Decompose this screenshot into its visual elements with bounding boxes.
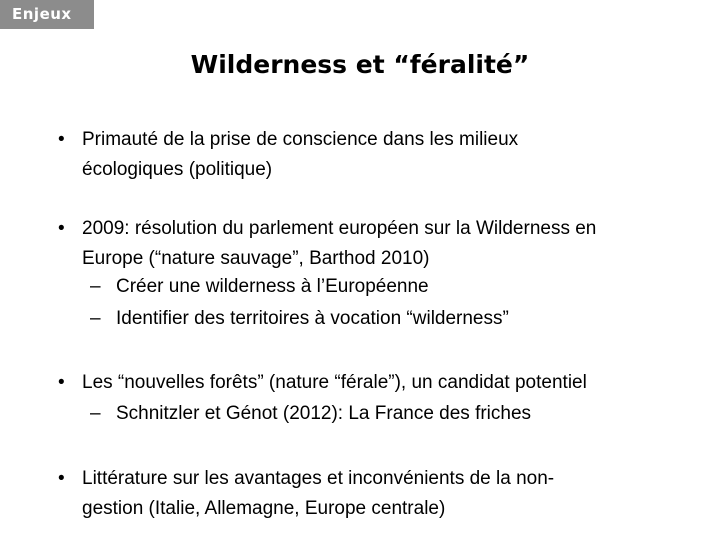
list-item-text-line: gestion (Italie, Allemagne, Europe centrale) xyxy=(82,498,446,519)
slide-title: Wilderness et “féralité” xyxy=(190,50,530,79)
list-item-text-line: Europe (“nature sauvage”, Barthod 2010) xyxy=(82,248,430,269)
sub-list-item-text: Créer une wilderness à l’Européenne xyxy=(116,276,429,297)
bullet-icon: • xyxy=(58,468,65,489)
dash-icon: – xyxy=(90,308,101,329)
sub-list-item-text: Schnitzler et Génot (2012): La France des friches xyxy=(116,403,532,424)
list-item-text-line: écologiques (politique) xyxy=(82,159,273,180)
sub-list-item-text: Identifier des territoires à vocation “wilderness” xyxy=(116,308,509,329)
list-item-text-line: Primauté de la prise de conscience dans les milieux xyxy=(82,129,519,150)
list-item-text-line: Les “nouvelles forêts” (nature “férale”), un candidat potentiel xyxy=(82,372,587,393)
bullet-icon: • xyxy=(58,218,65,239)
list-item-text-line: 2009: résolution du parlement européen sur la Wilderness en xyxy=(82,218,597,239)
section-tag: Enjeux xyxy=(0,0,94,29)
dash-icon: – xyxy=(90,403,101,424)
bullet-icon: • xyxy=(58,372,65,393)
bullet-icon: • xyxy=(58,129,65,150)
list-item-text-line: Littérature sur les avantages et inconvénients de la non- xyxy=(82,468,555,489)
dash-icon: – xyxy=(90,276,101,297)
